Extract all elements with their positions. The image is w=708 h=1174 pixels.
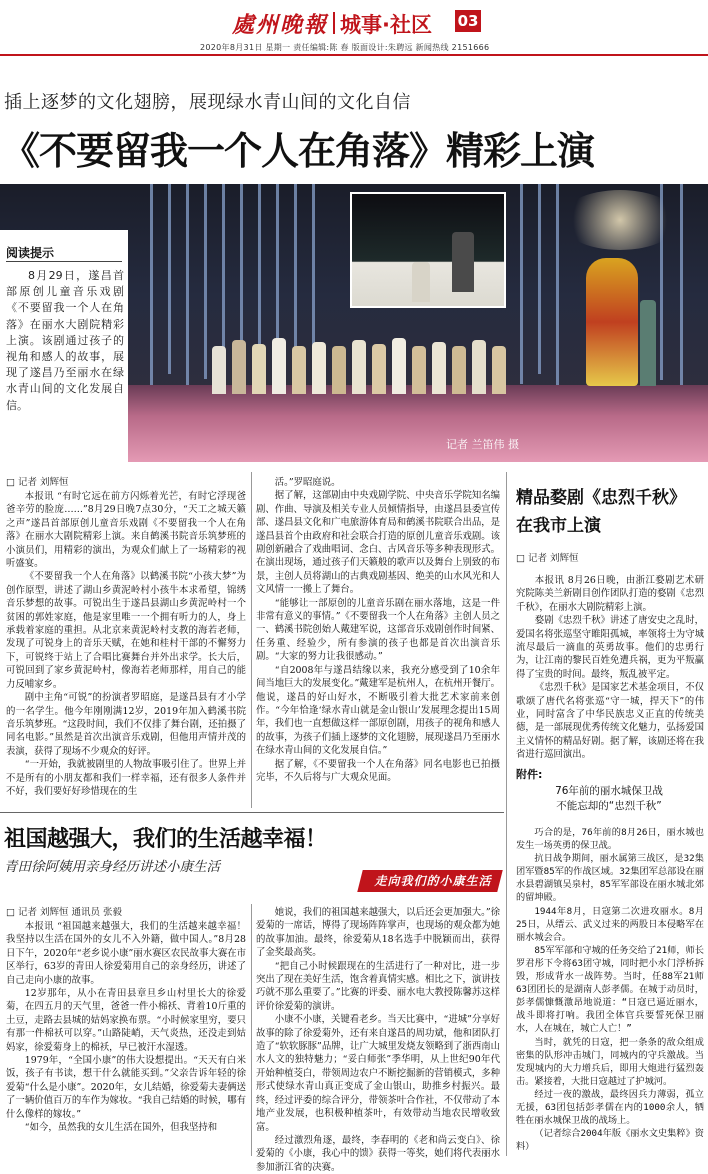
column-rule	[251, 472, 252, 808]
column-rule	[506, 472, 507, 1156]
stage-curtain-strand	[520, 184, 523, 384]
lead-rule	[6, 261, 122, 262]
paragraph: 1944年8月，日寇第二次进攻丽水。8月25日，从缙云、武义过来的两股日本侵略军在丽水城会合。	[516, 905, 704, 943]
story2-headline: 祖国越强大，我们的生活越幸福！	[4, 827, 327, 852]
section-name: 城事·社区	[340, 13, 432, 37]
performer	[212, 346, 226, 394]
paragraph: 小康不小康，关键看老乡。当天比赛中，“进城”分享好故事的除了徐爱菊外，还有来自遂昌的周功斌，他和团队打造了“软软豚豚”品牌，让广大城里发烧友领略到了浙西南山水人文的独特魅力；“妥白师张”季华明，从上世纪90年代开始种植茭白，带领周边农户不断挖掘新的营销模式，多种形式使绿水青山真正变成了金山银山，助推乡村振兴。最终，经过评委的综合评分，带领茶叶合作社，不仅带动了本地产业发展，也积极种植茶叶，有效带动当地农民增收致富。	[256, 1014, 501, 1133]
masthead	[0, 0, 708, 60]
lead-kicker: 插上逐梦的文化翅膀，展现绿水青山间的文化自信	[4, 92, 411, 113]
column-rule	[251, 904, 252, 1156]
performer	[352, 340, 366, 394]
lead-text: 8月29日，遂昌首部原创儿童音乐戏剧《不要留我一个人在角落》在丽水大剧院精彩上演。该剧通过孩子的视角和感人的故事，展现了遂昌乃至丽水在绿水青山间的文化发展自信。	[6, 269, 124, 412]
stage-curtain-strand	[204, 184, 207, 379]
column-banner-text: 走向我们的小康生活	[374, 874, 492, 888]
performer	[432, 342, 446, 394]
appendix-body	[516, 826, 704, 1152]
paragraph: 1979年，“全国小康”的伟大设想提出。“天天有白米饭，孩子有书读，想干什么就能买到。”父亲告诉年轻的徐爱菊“什么是小康”。2020年，女儿结婚，徐爱菊夫妻俩送了一辆价值百万的车作为嫁妆。“我自己结婚的时候，哪有什么像样的嫁妆。”	[6, 1055, 246, 1120]
stage-curtain-strand	[556, 184, 559, 390]
paper-name: 處州晚報	[232, 12, 329, 38]
story2-column-2	[256, 906, 501, 1173]
performer	[312, 342, 326, 394]
paragraph: 巧合的是，76年前的8月26日，丽水城也发生一场英勇的保卫战。	[516, 827, 704, 852]
paragraph: 据了解，《不要留我一个人在角落》同名电影也已拍摄完毕，不久后将与广大观众见面。	[256, 758, 500, 783]
paragraph: 本报讯 “祖国越来越强大，我们的生活越来越幸福！我坚持以生活在国外的女儿不入外籍，做中国人。”8月28日下午，2020年“老乡说小康”丽水赛区农民故事大赛在市区举行，63岁的青田人徐爱菊用自己的亲身经历，讲述了自己走向小康的故事。	[6, 921, 246, 986]
appendix-label: 附件:	[516, 768, 543, 781]
story2-byline: □ 记者 刘辉恒 通讯员 张毅	[6, 907, 123, 918]
paragraph: 活。”罗昭庭说。	[274, 477, 341, 488]
performer	[292, 346, 306, 394]
story2-column-1	[6, 920, 246, 1156]
inset-performer	[412, 262, 430, 302]
performer	[252, 344, 266, 394]
stage-curtain-strand	[680, 184, 683, 390]
paragraph: 经过激烈角逐，最终，李春明的《老和尚云变白》、徐爱菊的《小康，我心中的馈》获得一等奖，她们将代表丽水参加浙江省的决赛。	[256, 1134, 500, 1173]
lead-column-1	[6, 490, 246, 806]
stage-curtain-strand	[150, 184, 153, 389]
side-story-byline: □ 记者 刘辉恒	[516, 553, 579, 564]
stage-curtain-strand	[538, 184, 541, 374]
page-number: 03	[455, 10, 481, 32]
stage-floor	[128, 385, 708, 462]
performer	[472, 340, 486, 394]
stage-spotlight	[560, 190, 680, 250]
paragraph: “自2008年与遂昌结缘以来，我充分感受到了10余年间当地巨大的发展变化。”戴建军是杭州人，在杭州开餐厅。他说，遂昌的好山好水，不断吸引着大批艺术家前来创作。“今年恰逢‘绿水青山就是金山银山’发展理念提出15周年，我们也一直想做这样一部原创剧，用孩子的视角和感人的故事，为孩子们插上逐梦的文化翅膀，展现遂昌乃至丽水在绿水青山间的文化发展自信。”	[256, 664, 500, 757]
paragraph: 婺剧《忠烈千秋》讲述了唐安史之乱时，爱国名将张巡坚守睢阳孤城，率领将士为守城流尽最后一滴血的英勇故事。他们的忠勇行为，让江南的黎民百姓免遭兵祸，更为平叛赢得了宝贵的时间。最终，叛乱被平定。	[516, 615, 704, 680]
masthead-rule	[0, 54, 708, 56]
paragraph: 抗日战争期间，丽水属第三战区，是32集团军暨85军的作战区域。32集团军总部设在丽水县碧湖镇吴泉村，85军军部设在丽水城北郊的留坤殿。	[516, 853, 704, 904]
paragraph: 12岁那年，从小在青田县章旦乡山村里长大的徐爱菊，在四五月的天气里，爸爸一件小棉袄、背着10斤重的土豆，走路去县城的姑妈家换布票。“小时候家里穷，要只有那一件棉袄可以穿。”山路陡峭，天气炎热，还没走到姑妈家，徐爱菊身上的棉袄，早已被汗水湿透。	[6, 988, 246, 1053]
paragraph: 85军军部和守城的任务交给了21师，师长罗君彤下令将63团守城，同时把小水门浮桥拆毁，形成背水一战阵势。当时，任88军21师63团团长的是湖南人彭孝儒。在城于动员时，彭孝儒慷慨激昂地说道：“日寇已逼近丽水，战斗即将打响。我团全体官兵要誓死保卫丽水，人在城在，城亡人亡！”	[516, 944, 704, 1035]
paragraph: 《忠烈千秋》是国家艺术基金项目，不仅歌颂了唐代名将张巡“守一城，捍天下”的伟业，同时富含了中华民族忠义正直的传统美德，是一部展现优秀传统文化魅力，弘扬爱国主义情怀的精品好剧。据了解，该剧还将在我省进行巡回演出。	[516, 682, 704, 761]
appendix-title-line: 不能忘却的“忠烈千秋”	[556, 800, 662, 812]
performer	[452, 346, 466, 394]
performer	[372, 344, 386, 394]
side-story-title: 精品婺剧《忠烈千秋》	[516, 488, 686, 508]
paragraph: 当时，就凭的日寇，把一条条的敌众组成密集的队形冲击城门，同城内的守兵激战。当发现城内的大力增兵后，即用大炮进行猛烈轰击。紧接着，大批日寇越过了护城河。	[516, 1036, 704, 1087]
photo-credit: 记者 兰笛伟 摄	[446, 438, 519, 451]
lead-headline: 《不要留我一个人在角落》精彩上演	[2, 129, 595, 173]
masthead-info-line: 2020年8月31日 星期一 责任编辑:陈 春 版面设计:朱聘远 新闻热线 2151666	[200, 43, 490, 52]
performer	[492, 346, 506, 394]
side-story-subtitle: 在我市上演	[516, 516, 601, 536]
paragraph: 她说，我们的祖国越来越强大，以后还会更加强大。”徐爱菊的一席话，博得了现场阵阵掌声，也现场的观众都为她的故事加油。最终，徐爱菊从18名选手中脱颖而出，获得了金奖最高奖。	[256, 907, 500, 959]
paragraph: “如今，虽然我的女儿生活在国外，但我坚持和	[24, 1122, 218, 1134]
performer	[272, 338, 286, 394]
paragraph: 剧中主角“可锐”的扮演者罗昭庭，是遂昌县有才小学的一名学生。他今年刚刚满12岁，2019年加入鹤溪书院音乐筑梦班。“这段时间，我们不仅排了舞台剧，还拍摄了同名电影。”虽然是首次出演音乐戏剧，但他用声情并茂的表演，获得了现场不少观众的好评。	[6, 692, 246, 757]
paragraph: “能够让一部原创的儿童音乐剧在丽水落地，这是一件非常有意义的事情。”《不要留我一个人在角落》主创人员之一、鹤溪书院创始人戴建军说，这部音乐戏剧创作时间紧、任务重、经验少，所有参演的孩子也都是首次出演音乐剧。“大家的努力让我很感动。”	[256, 597, 500, 663]
paragraph: 本报讯 8月26日晚，由浙江婺剧艺术研究院陈美兰新剧目创作团队打造的婺剧《忠烈千秋》，在丽水大剧院精彩上演。	[516, 575, 704, 613]
section-rule	[0, 812, 504, 813]
paragraph: 本报讯 “有时它远在前方闪烁着光芒，有时它浮现爸爸辛劳的脸庞……”8月29日晚7点30分，“天工之城天籁之声”遂昌首部原创儿童音乐戏剧《不要留我一个人在角落》在丽水大剧院精彩上演。来自鹤溪书院音乐筑梦班的小演员们，用精彩的演出，为观众们献上了一场精彩的视听盛宴。	[6, 491, 246, 570]
story2-subhead: 青田徐阿姨用亲身经历讲述小康生活	[4, 859, 220, 875]
lead-byline: □ 记者 刘辉恒	[6, 477, 69, 488]
monkey-king-performer	[586, 258, 638, 386]
inset-performer	[452, 232, 474, 292]
lead-label: 阅读提示	[6, 246, 55, 260]
side-story-body	[516, 574, 704, 762]
performer	[332, 346, 346, 394]
stage-curtain-strand	[186, 184, 189, 394]
appendix-title	[516, 784, 702, 814]
lead-column-2	[256, 476, 500, 806]
paragraph: “把自己小时候跟现在的生活进行了一种对比，进一步突出了现在美好生活，饱含着真情实感。相比之下，演讲技巧就不那么重要了。”比赛的评委、丽水电大教授陈馨苏这样评价徐爱菊的演讲。	[256, 960, 500, 1012]
appendix-title-line: 76年前的丽水城保卫战	[555, 785, 663, 797]
paragraph: “一开始，我就被剧里的人物故事吸引住了。世界上并不是所有的小朋友都和我们一样幸福，还有很多人条件并不好，我们要好好珍惜现在的生	[6, 759, 246, 797]
paragraph: （记者综合2004年版《丽水文史集粹》资料）	[516, 1128, 704, 1153]
paragraph: 经过一夜的激战，最终因兵力薄弱，孤立无援，63团包括彭孝儒在内的1000余人，牺牲在丽水城保卫战的战场上。	[516, 1088, 704, 1127]
performer	[232, 340, 246, 394]
masthead-separator	[333, 12, 335, 34]
performer	[640, 300, 656, 386]
stage-curtain-strand	[168, 184, 171, 374]
performer	[392, 338, 406, 394]
performer	[412, 346, 426, 394]
paragraph: 《不要留我一个人在角落》以鹤溪书院“小孩大梦”为创作原型，讲述了湖山乡黄泥岭村小孩牛本求希望，锦绣音乐梦想的故事。可锐出生于遂昌县湖山乡黄泥岭村一个贫困的郭姓家庭，他是家里唯一一个拥有听力的人，身上承载着家庭的重担。从北京来黄泥岭村支教的海若老师，发现了可锐身上的音乐天赋，在她和桂村干部的不懈努力下，可锐终于站上了合唱比赛舞台并外出求学。长大后，可锐回到了家乡黄泥岭村，像海若老师那样，用自己的能力反哺家乡。	[6, 571, 246, 690]
paragraph: 据了解，这部剧由中央戏剧学院、中央音乐学院知名编剧、作曲、导演及相关专业人员倾情指导，由遂昌县委宣传部、遂昌县文化和广电旅游体育局和鹤溪书院联合出品，是遂昌县首个由政府和社会联合打造的原创儿童音乐戏剧。该剧创新融合了戏曲唱词、念白、古风音乐等多种表现形式。在演出现场，通过孩子们天籁般的歌声以及舞台上别致的布景，主创人员将湖山的古典戏剧基因、绝美的山水风光和人文风情一一搬上了舞台。	[256, 490, 500, 596]
